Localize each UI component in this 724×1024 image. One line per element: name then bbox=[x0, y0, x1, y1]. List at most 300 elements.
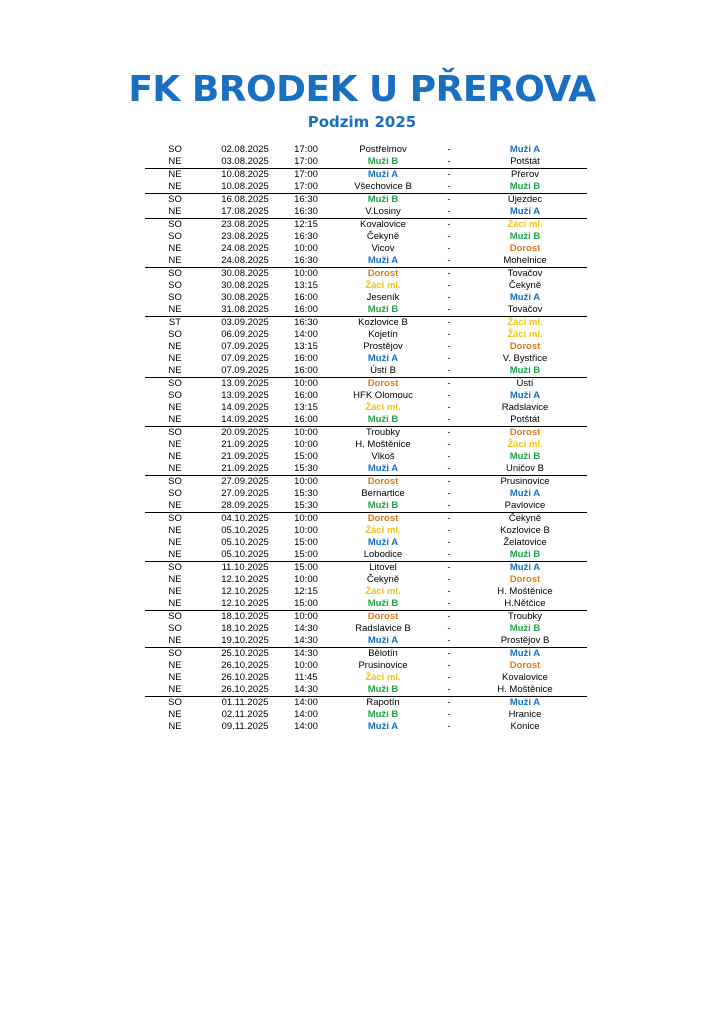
match-date: 02.08.2025 bbox=[221, 144, 269, 155]
match-date: 30.08.2025 bbox=[221, 280, 269, 291]
match-day: SO bbox=[168, 378, 182, 389]
match-time: 15:30 bbox=[294, 488, 318, 499]
match-date: 16.08.2025 bbox=[221, 194, 269, 205]
home-team: Žáci ml. bbox=[365, 402, 401, 413]
away-team: Dorost bbox=[509, 341, 541, 352]
match-day: SO bbox=[168, 231, 182, 242]
match-row bbox=[145, 500, 587, 512]
page-title: FK BRODEK U PŘEROVA bbox=[128, 69, 596, 110]
home-team: Muži A bbox=[367, 169, 399, 180]
match-row bbox=[145, 292, 587, 304]
away-team: Pavlovice bbox=[504, 500, 546, 511]
home-team: Vicov bbox=[371, 243, 395, 254]
match-day: NE bbox=[168, 206, 182, 217]
away-team: Muži A bbox=[509, 648, 541, 659]
away-team: Žáci ml. bbox=[507, 329, 543, 340]
home-team: Ústí B bbox=[370, 365, 396, 376]
match-date: 05.10.2025 bbox=[221, 525, 269, 536]
home-team: Bernartice bbox=[361, 488, 405, 499]
match-day: SO bbox=[168, 194, 182, 205]
match-date: 07.09.2025 bbox=[221, 365, 269, 376]
match-day: NE bbox=[168, 635, 182, 646]
match-date: 27.09.2025 bbox=[221, 476, 269, 487]
match-time: 16:00 bbox=[294, 390, 318, 401]
home-team: Lobodice bbox=[363, 549, 403, 560]
match-day: SO bbox=[168, 268, 182, 279]
score-separator: - bbox=[447, 402, 451, 413]
match-date: 21.09.2025 bbox=[221, 439, 269, 450]
home-team: Muži A bbox=[367, 353, 399, 364]
score-separator: - bbox=[447, 513, 451, 524]
match-day: SO bbox=[168, 562, 182, 573]
match-day: NE bbox=[168, 255, 182, 266]
away-team: Žáci ml. bbox=[507, 219, 543, 230]
home-team: Muži B bbox=[367, 709, 399, 720]
home-team: Muži B bbox=[367, 684, 399, 695]
match-day: NE bbox=[168, 574, 182, 585]
match-time: 14:00 bbox=[294, 709, 318, 720]
match-date: 21.09.2025 bbox=[221, 463, 269, 474]
home-team: Čekyně bbox=[366, 231, 400, 242]
match-row bbox=[145, 549, 587, 561]
home-team: Dorost bbox=[367, 378, 399, 389]
match-row bbox=[145, 193, 587, 206]
match-day: NE bbox=[168, 660, 182, 671]
score-separator: - bbox=[447, 537, 451, 548]
match-row bbox=[145, 144, 587, 156]
match-day: SO bbox=[168, 611, 182, 622]
home-team: Postřelmov bbox=[359, 144, 407, 155]
home-team: Muži A bbox=[367, 721, 399, 732]
match-day: ST bbox=[168, 317, 182, 328]
match-time: 14:30 bbox=[294, 623, 318, 634]
home-team: Rapotín bbox=[366, 697, 400, 708]
match-time: 15:00 bbox=[294, 537, 318, 548]
match-time: 10:00 bbox=[294, 378, 318, 389]
match-day: NE bbox=[168, 500, 182, 511]
away-team: Dorost bbox=[509, 574, 541, 585]
score-separator: - bbox=[447, 353, 451, 364]
match-row bbox=[145, 709, 587, 721]
match-date: 09.11.2025 bbox=[221, 721, 269, 732]
away-team: Tovačov bbox=[507, 304, 543, 315]
match-time: 16:30 bbox=[294, 206, 318, 217]
match-time: 10:00 bbox=[294, 476, 318, 487]
away-team: Ústí bbox=[516, 378, 534, 389]
match-time: 10:00 bbox=[294, 439, 318, 450]
match-date: 12.10.2025 bbox=[221, 598, 269, 609]
away-team: V. Bystřice bbox=[502, 353, 548, 364]
home-team: Kojetín bbox=[368, 329, 398, 340]
home-team: Bělotín bbox=[368, 648, 398, 659]
match-time: 16:00 bbox=[294, 304, 318, 315]
home-team: Jeseník bbox=[366, 292, 400, 303]
away-team: Prostějov B bbox=[500, 635, 550, 646]
home-team: Vlkoš bbox=[371, 451, 395, 462]
score-separator: - bbox=[447, 378, 451, 389]
score-separator: - bbox=[447, 623, 451, 634]
match-time: 15:30 bbox=[294, 463, 318, 474]
match-day: NE bbox=[168, 402, 182, 413]
away-team: Muži A bbox=[509, 390, 541, 401]
match-row bbox=[145, 463, 587, 475]
match-day: NE bbox=[168, 156, 182, 167]
away-team: Žáci ml. bbox=[507, 439, 543, 450]
home-team: Muži B bbox=[367, 194, 399, 205]
match-row bbox=[145, 684, 587, 696]
match-time: 10:00 bbox=[294, 611, 318, 622]
match-day: NE bbox=[168, 341, 182, 352]
match-time: 16:00 bbox=[294, 414, 318, 425]
match-date: 14.09.2025 bbox=[221, 414, 269, 425]
match-row bbox=[145, 561, 587, 574]
match-row bbox=[145, 304, 587, 316]
match-date: 31.08.2025 bbox=[221, 304, 269, 315]
match-row bbox=[145, 574, 587, 586]
match-date: 07.09.2025 bbox=[221, 341, 269, 352]
score-separator: - bbox=[447, 709, 451, 720]
match-date: 18.10.2025 bbox=[221, 623, 269, 634]
score-separator: - bbox=[447, 660, 451, 671]
away-team: Přerov bbox=[511, 169, 539, 180]
away-team: Kovalovice bbox=[502, 672, 548, 683]
match-row bbox=[145, 672, 587, 684]
match-day: NE bbox=[168, 549, 182, 560]
away-team: Muži A bbox=[509, 562, 541, 573]
score-separator: - bbox=[447, 194, 451, 205]
score-separator: - bbox=[447, 586, 451, 597]
match-row bbox=[145, 586, 587, 598]
score-separator: - bbox=[447, 219, 451, 230]
match-date: 02.11.2025 bbox=[221, 709, 269, 720]
home-team: Muži A bbox=[367, 537, 399, 548]
score-separator: - bbox=[447, 280, 451, 291]
match-time: 11:45 bbox=[294, 672, 318, 683]
match-day: SO bbox=[168, 144, 182, 155]
match-row bbox=[145, 635, 587, 647]
match-date: 14.09.2025 bbox=[221, 402, 269, 413]
match-day: NE bbox=[168, 586, 182, 597]
match-date: 26.10.2025 bbox=[221, 660, 269, 671]
score-separator: - bbox=[447, 390, 451, 401]
away-team: Újezdec bbox=[507, 194, 543, 205]
match-time: 10:00 bbox=[294, 660, 318, 671]
match-row bbox=[145, 451, 587, 463]
match-date: 17.08.2025 bbox=[221, 206, 269, 217]
match-day: SO bbox=[168, 280, 182, 291]
score-separator: - bbox=[447, 292, 451, 303]
home-team: Prusinovice bbox=[358, 660, 408, 671]
away-team: Žáci ml. bbox=[507, 317, 543, 328]
match-day: SO bbox=[168, 427, 182, 438]
match-date: 28.09.2025 bbox=[221, 500, 269, 511]
away-team: Muži B bbox=[509, 181, 541, 192]
match-time: 10:00 bbox=[294, 427, 318, 438]
match-day: NE bbox=[168, 365, 182, 376]
match-time: 13:15 bbox=[294, 402, 318, 413]
match-date: 05.10.2025 bbox=[221, 537, 269, 548]
match-time: 17:00 bbox=[294, 181, 318, 192]
match-row bbox=[145, 218, 587, 231]
score-separator: - bbox=[447, 697, 451, 708]
match-time: 14:00 bbox=[294, 329, 318, 340]
home-team: Kovalovice bbox=[360, 219, 406, 230]
score-separator: - bbox=[447, 525, 451, 536]
score-separator: - bbox=[447, 181, 451, 192]
match-time: 16:30 bbox=[294, 255, 318, 266]
match-date: 10.08.2025 bbox=[221, 181, 269, 192]
away-team: Muži A bbox=[509, 292, 541, 303]
match-date: 19.10.2025 bbox=[221, 635, 269, 646]
match-row bbox=[145, 353, 587, 365]
match-row bbox=[145, 181, 587, 193]
away-team: Muži A bbox=[509, 206, 541, 217]
match-row bbox=[145, 414, 587, 426]
home-team: Muži B bbox=[367, 156, 399, 167]
score-separator: - bbox=[447, 231, 451, 242]
home-team: Litovel bbox=[369, 562, 397, 573]
match-time: 12:15 bbox=[294, 586, 318, 597]
match-time: 10:00 bbox=[294, 268, 318, 279]
match-date: 30.08.2025 bbox=[221, 292, 269, 303]
match-row bbox=[145, 280, 587, 292]
match-row bbox=[145, 231, 587, 243]
match-day: SO bbox=[168, 476, 182, 487]
match-row bbox=[145, 488, 587, 500]
away-team: H.Nětčice bbox=[504, 598, 546, 609]
home-team: Troubky bbox=[366, 427, 400, 438]
match-day: NE bbox=[168, 721, 182, 732]
match-date: 07.09.2025 bbox=[221, 353, 269, 364]
score-separator: - bbox=[447, 304, 451, 315]
match-time: 14:30 bbox=[294, 648, 318, 659]
match-row bbox=[145, 206, 587, 218]
away-team: Želatovice bbox=[503, 537, 547, 548]
away-team: H. Moštěnice bbox=[497, 684, 553, 695]
home-team: Žáci ml. bbox=[365, 586, 401, 597]
match-time: 10:00 bbox=[294, 243, 318, 254]
match-time: 15:00 bbox=[294, 451, 318, 462]
score-separator: - bbox=[447, 611, 451, 622]
match-date: 03.09.2025 bbox=[221, 317, 269, 328]
match-row bbox=[145, 402, 587, 414]
match-date: 24.08.2025 bbox=[221, 255, 269, 266]
match-date: 01.11.2025 bbox=[221, 697, 269, 708]
match-time: 16:00 bbox=[294, 353, 318, 364]
home-team: Dorost bbox=[367, 513, 399, 524]
match-day: NE bbox=[168, 169, 182, 180]
match-date: 26.10.2025 bbox=[221, 684, 269, 695]
away-team: Muži A bbox=[509, 488, 541, 499]
score-separator: - bbox=[447, 463, 451, 474]
match-day: NE bbox=[168, 181, 182, 192]
home-team: Žáci ml. bbox=[365, 280, 401, 291]
match-time: 14:30 bbox=[294, 684, 318, 695]
match-day: SO bbox=[168, 219, 182, 230]
match-date: 11.10.2025 bbox=[221, 562, 269, 573]
match-date: 20.09.2025 bbox=[221, 427, 269, 438]
away-team: Mohelnice bbox=[503, 255, 547, 266]
match-date: 24.08.2025 bbox=[221, 243, 269, 254]
home-team: Muži B bbox=[367, 304, 399, 315]
match-day: SO bbox=[168, 488, 182, 499]
away-team: Dorost bbox=[509, 243, 541, 254]
home-team: Muži A bbox=[367, 635, 399, 646]
match-day: NE bbox=[168, 439, 182, 450]
match-day: NE bbox=[168, 353, 182, 364]
match-row bbox=[145, 647, 587, 660]
match-time: 10:00 bbox=[294, 574, 318, 585]
away-team: Kozlovice B bbox=[500, 525, 550, 536]
match-date: 10.08.2025 bbox=[221, 169, 269, 180]
match-time: 14:00 bbox=[294, 721, 318, 732]
home-team: Radslavice B bbox=[355, 623, 411, 634]
match-row bbox=[145, 329, 587, 341]
score-separator: - bbox=[447, 672, 451, 683]
score-separator: - bbox=[447, 488, 451, 499]
match-time: 16:00 bbox=[294, 365, 318, 376]
match-day: NE bbox=[168, 451, 182, 462]
match-day: NE bbox=[168, 709, 182, 720]
home-team: V.Losiny bbox=[365, 206, 401, 217]
home-team: Muži B bbox=[367, 500, 399, 511]
away-team: Muži A bbox=[509, 697, 541, 708]
match-day: NE bbox=[168, 672, 182, 683]
away-team: Muži A bbox=[509, 144, 541, 155]
match-date: 25.10.2025 bbox=[221, 648, 269, 659]
away-team: Dorost bbox=[509, 427, 541, 438]
away-team: Muži B bbox=[509, 365, 541, 376]
match-day: SO bbox=[168, 648, 182, 659]
home-team: Muži B bbox=[367, 414, 399, 425]
match-row bbox=[145, 439, 587, 451]
home-team: Kozlovice B bbox=[358, 317, 408, 328]
match-date: 18.10.2025 bbox=[221, 611, 269, 622]
score-separator: - bbox=[447, 255, 451, 266]
match-date: 27.09.2025 bbox=[221, 488, 269, 499]
score-separator: - bbox=[447, 684, 451, 695]
away-team: Muži B bbox=[509, 231, 541, 242]
score-separator: - bbox=[447, 721, 451, 732]
match-time: 16:00 bbox=[294, 292, 318, 303]
match-day: NE bbox=[168, 414, 182, 425]
match-date: 23.08.2025 bbox=[221, 219, 269, 230]
match-row bbox=[145, 721, 587, 733]
score-separator: - bbox=[447, 439, 451, 450]
match-day: SO bbox=[168, 623, 182, 634]
match-day: NE bbox=[168, 598, 182, 609]
score-separator: - bbox=[447, 414, 451, 425]
home-team: Muži B bbox=[367, 598, 399, 609]
match-day: NE bbox=[168, 304, 182, 315]
away-team: Tovačov bbox=[507, 268, 543, 279]
match-row bbox=[145, 610, 587, 623]
score-separator: - bbox=[447, 562, 451, 573]
home-team: HFK Olomouc bbox=[353, 390, 413, 401]
away-team: Prusinovice bbox=[500, 476, 550, 487]
match-date: 30.08.2025 bbox=[221, 268, 269, 279]
home-team: Žáci ml. bbox=[365, 525, 401, 536]
score-separator: - bbox=[447, 268, 451, 279]
score-separator: - bbox=[447, 156, 451, 167]
match-time: 12:15 bbox=[294, 219, 318, 230]
match-row bbox=[145, 255, 587, 267]
match-date: 12.10.2025 bbox=[221, 574, 269, 585]
away-team: Muži B bbox=[509, 549, 541, 560]
match-row bbox=[145, 537, 587, 549]
match-date: 03.08.2025 bbox=[221, 156, 269, 167]
away-team: Radslavice bbox=[501, 402, 549, 413]
score-separator: - bbox=[447, 206, 451, 217]
match-time: 15:30 bbox=[294, 500, 318, 511]
match-row bbox=[145, 696, 587, 709]
match-row bbox=[145, 156, 587, 168]
away-team: H. Moštěnice bbox=[497, 586, 553, 597]
score-separator: - bbox=[447, 549, 451, 560]
score-separator: - bbox=[447, 598, 451, 609]
match-day: SO bbox=[168, 329, 182, 340]
score-separator: - bbox=[447, 427, 451, 438]
home-team: Muži A bbox=[367, 463, 399, 474]
score-separator: - bbox=[447, 648, 451, 659]
score-separator: - bbox=[447, 317, 451, 328]
score-separator: - bbox=[447, 144, 451, 155]
match-day: NE bbox=[168, 684, 182, 695]
match-date: 13.09.2025 bbox=[221, 390, 269, 401]
score-separator: - bbox=[447, 169, 451, 180]
score-separator: - bbox=[447, 635, 451, 646]
home-team: Dorost bbox=[367, 611, 399, 622]
home-team: H. Moštěnice bbox=[355, 439, 411, 450]
match-time: 13:15 bbox=[294, 341, 318, 352]
home-team: Všechovice B bbox=[354, 181, 412, 192]
match-day: SO bbox=[168, 697, 182, 708]
score-separator: - bbox=[447, 500, 451, 511]
match-row bbox=[145, 512, 587, 525]
match-date: 21.09.2025 bbox=[221, 451, 269, 462]
home-team: Dorost bbox=[367, 268, 399, 279]
match-schedule-table bbox=[145, 144, 587, 733]
match-time: 17:00 bbox=[294, 156, 318, 167]
match-day: SO bbox=[168, 513, 182, 524]
away-team: Hranice bbox=[508, 709, 542, 720]
match-row bbox=[145, 377, 587, 390]
match-time: 13:15 bbox=[294, 280, 318, 291]
page-subtitle: Podzim 2025 bbox=[307, 113, 417, 131]
score-separator: - bbox=[447, 329, 451, 340]
match-row bbox=[145, 243, 587, 255]
away-team: Potštát bbox=[510, 414, 540, 425]
match-row bbox=[145, 475, 587, 488]
match-date: 26.10.2025 bbox=[221, 672, 269, 683]
score-separator: - bbox=[447, 451, 451, 462]
match-row bbox=[145, 267, 587, 280]
match-date: 05.10.2025 bbox=[221, 549, 269, 560]
match-day: NE bbox=[168, 243, 182, 254]
away-team: Čekyně bbox=[508, 513, 542, 524]
home-team: Prostějov bbox=[363, 341, 403, 352]
match-day: SO bbox=[168, 292, 182, 303]
match-time: 14:30 bbox=[294, 635, 318, 646]
match-row bbox=[145, 341, 587, 353]
match-time: 15:00 bbox=[294, 562, 318, 573]
match-time: 17:00 bbox=[294, 169, 318, 180]
away-team: Potštát bbox=[510, 156, 540, 167]
match-row bbox=[145, 426, 587, 439]
match-row bbox=[145, 316, 587, 329]
home-team: Muži A bbox=[367, 255, 399, 266]
match-time: 15:00 bbox=[294, 598, 318, 609]
